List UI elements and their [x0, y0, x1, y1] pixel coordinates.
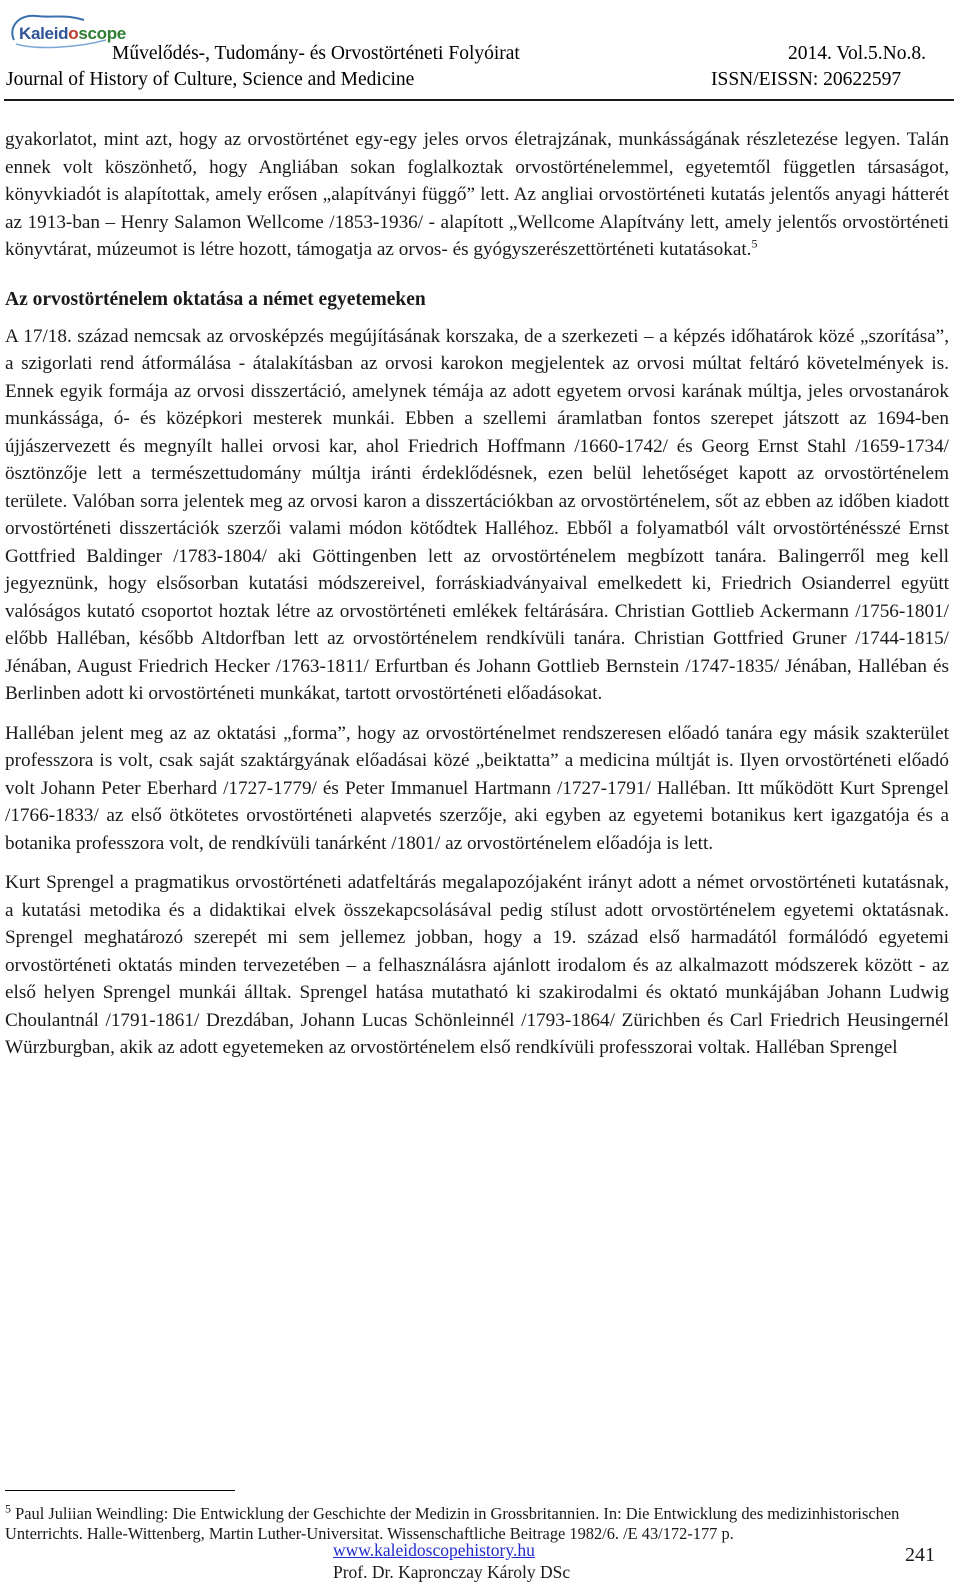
footnote-ref[interactable]: 5 — [751, 236, 758, 251]
header-rule — [4, 99, 954, 101]
journal-issn: ISSN/EISSN: 20622597 — [711, 69, 902, 90]
page-header — [0, 0, 960, 100]
journal-title-hungarian: Művelődés-, Tudomány- és Orvostörténeti Folyóirat — [112, 43, 520, 64]
footnote — [5, 1501, 949, 1544]
footnote-text: Paul Juliian Weindling: Die Entwicklung der Geschichte der Medizin in Grossbritannien. In: Die Entwicklung des medizinhistorischen Unterrichts. Halle-Wittenberg, Martin Luther-Universitat. Wissenschaftliche Beitrage 1982/6. /E 43/172-177 p. — [5, 1504, 900, 1543]
footnote-number: 5 — [5, 1501, 11, 1516]
page-footer — [0, 1540, 960, 1585]
paragraph-1: gyakorlatot, mint azt, hogy az orvostörténet egy-egy jeles orvos életrajzának, munkásságának részletezése legyen. Talán ennek volt köszönhető, hogy Angliában sokan foglalkoztak orvostörténelemmel, egyetemtől független társaságot, könyvkiadót is alapítottak, amely erősen „alapítványi függő” lett. Az angliai orvostörténeti kutatás jelentős anyagi hátterét az 1913-ban – Henry Salamon Wellcome /1853-1936/ - alapított „Wellcome Alapítvány lett, amely jelentős orvostörténeti könyvtárat, múzeumot is létre hozott, támogatja az orvos- és gyógyszerészettörténeti kutatásokat.$^5$ — [5, 129, 949, 260]
page-number: 241 — [905, 1544, 935, 1566]
paragraph-3: Halléban jelent meg az az oktatási „forma”, hogy az orvostörténelmet rendszeresen előadó tanára egy másik szakterület professzora is volt, csak saját szaktárgyának előadásai közé „beiktatta” a medicina múltját is. Ilyen orvostörténeti előadó volt Johann Peter Eberhard /1727-1779/ és Peter Immanuel Hartmann /1727-1791/ Halléban. Itt működött Kurt Sprengel /1766-1833/ az első ötkötetes orvostörténeti alapvetés szerzője, aki egyben az egyetemi botanikus kert igazgatója és a botanika professzora volt, de rendkívüli tanárként /1801/ az orvostörténelem előadója is lett. — [5, 722, 949, 854]
footer-author: Prof. Dr. Kapronczay Károly DSc — [333, 1562, 571, 1582]
footnote-rule — [5, 1490, 235, 1491]
journal-volume: 2014. Vol.5.No.8. — [788, 43, 926, 64]
journal-title-english: Journal of History of Culture, Science and Medicine — [6, 69, 415, 90]
section-heading: Az orvostörténelem oktatása a német egyetemeken — [5, 288, 426, 310]
paragraph-4: Kurt Sprengel a pragmatikus orvostörténeti adatfeltárás megalapozójaként irányt adott a német orvostörténeti kutatásnak, a kutatási metodika és a didaktikai elvek összekapcsolásával pedig stílust adott orvostörténelem egyetemi oktatásnak. Sprengel meghatározó szerepét mi sem jellemez jobban, hogy a 19. század első harmadától formálódó egyetemi orvostörténeti oktatás minden tervezetében – a felhasználásra ajánlott irodalom és az alkalmazott módszerek között - az első helyen Sprengel munkái álltak. Sprengel hatása mutatható ki szakirodalmi és oktató munkájában Johann Ludwig Choulantnál /1791-1861/ Drezdában, Johann Lucas Schönleinnél /1793-1864/ Zürichben és Carl Friedrich Heusingernél Würzburgban, akik az adott egyetemeken az orvostörténelem első rendkívüli professzorai voltak. Halléban Sprengel — [5, 872, 949, 1058]
article-body — [5, 126, 949, 1062]
kaleidoscope-logo[interactable] — [6, 10, 126, 54]
website-link[interactable]: www.kaleidoscopehistory.hu — [333, 1540, 535, 1560]
logo-wordmark: Kaleidoscope — [19, 24, 126, 43]
paragraph-2: A 17/18. század nemcsak az orvosképzés megújításának korszaka, de a szerkezeti – a képzés időhatárok közé „szorítása”, a szigorlati rend átformálása - átalakításban az orvosi karokon megjelentek az orvosi múltat feltáró követelmények is. Ennek egyik formája az orvosi disszertáció, amelynek témája az adott egyetem orvosi karának múltja, jeles orvostanárok munkássága, ó- és középkori mesterek munkái. Ebben a szellemi áramlatban fontos szerepet játszott az 1694-ben újjászervezett és megnyílt hallei orvosi kar, ahol Friedrich Hoffmann /1660-1742/ és Georg Ernst Stahl /1659-1734/ ösztönzője lett a természettudomány múltja iránti érdeklődésnek, ezen belül lehetőséget kapott az orvostörténelem területe. Valóban sorra jelentek meg az orvosi karon a disszertációkban az orvostörténelem, sőt az ebben az időben kiadott orvostörténeti disszertációk szerzői valami módon kötődtek Halléhoz. Ebből a folyamatból vált orvostörténésszé Ernst Gottfried Baldinger /1783-1804/ aki Göttingenben lett az orvostörténelem megbízott tanára. Balingerről meg kell jegyeznünk, hogy elsősorban kutatási módszereivel, forráskiadványaival emelkedett ki, Friedrich Osianderrel együtt valóságos kutató csoportot hoztak létre az orvostörténeti emlékek feltárására. Christian Gottlieb Ackermann /1756-1801/ előbb Halléban, később Altdorfban lett az orvostörténelem rendkívüli tanára. Christian Gottfried Gruner /1744-1815/ Jénában, August Friedrich Hecker /1763-1811/ Erfurtban és Johann Gottlieb Bernstein /1747-1835/ Jénában, Halléban és Berlinben adott ki orvostörténeti munkákat, tartott orvostörténeti előadásokat. — [5, 325, 949, 704]
